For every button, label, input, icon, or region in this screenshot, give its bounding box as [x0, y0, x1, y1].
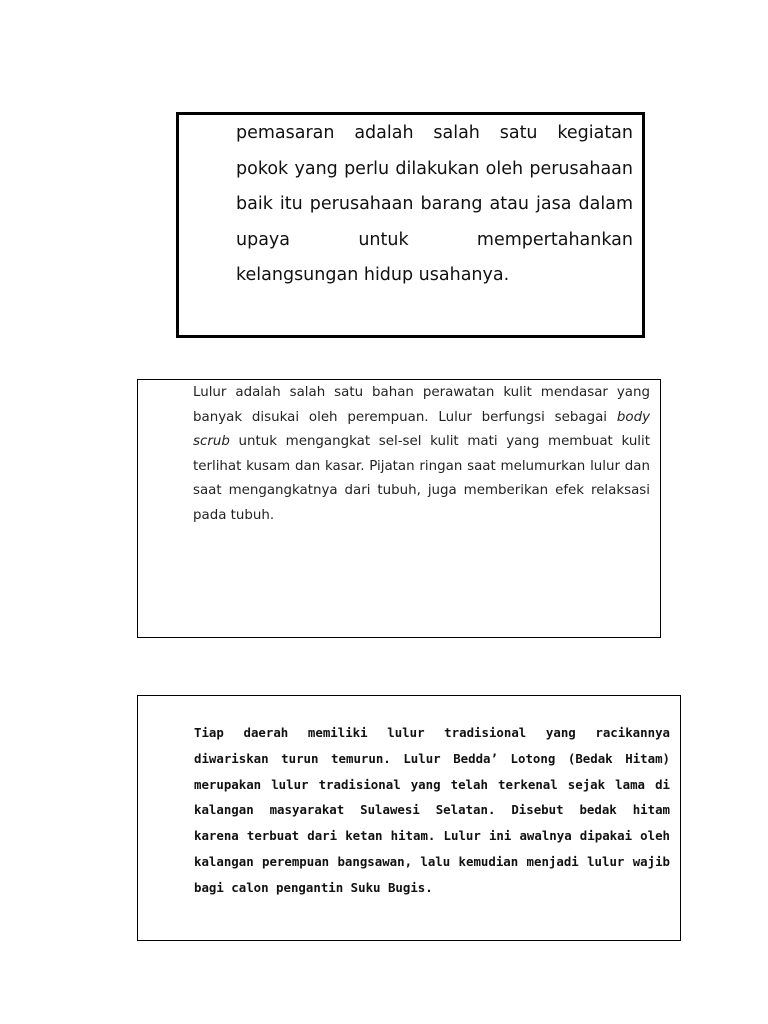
lulur-text-part-2: untuk mengangkat sel-sel kulit mati yang membuat kulit terlihat kusam dan kasar. Pijatan ringan saat melumurkan lulur dan saat mengangkatnya dari tubuh, juga memberikan efek relaksasi pada tubuh.: [193, 434, 650, 523]
lulur-paragraph: [193, 381, 650, 528]
text-box-pemasaran: [176, 112, 645, 338]
lulur-text-part-1: Lulur adalah salah satu bahan perawatan kulit mendasar yang banyak disukai oleh perempuan. Lulur berfungsi sebagai: [193, 385, 650, 425]
text-box-lulur-tradisional: [137, 695, 681, 941]
pemasaran-paragraph: pemasaran adalah salah satu kegiatan pokok yang perlu dilakukan oleh perusahaan baik itu perusahaan barang atau jasa dalam upaya untuk mempertahankan kelangsungan hidup usahanya.: [236, 123, 633, 285]
lulur-italic-term: body scrub: [193, 409, 650, 449]
text-box-lulur: [137, 379, 661, 638]
lulur-tradisional-paragraph: Tiap daerah memiliki lulur tradisional yang racikannya diwariskan turun temurun. Lulur Bedda’ Lotong (Bedak Hitam) merupakan lulur tradisional yang telah terkenal sejak lama di kalangan masyarakat Sulawesi Selatan. Disebut bedak hitam karena terbuat dari ketan hitam. Lulur ini awalnya dipakai oleh kalangan perempuan bangsawan, lalu kemudian menjadi lulur wajib bagi calon pengantin Suku Bugis.: [194, 725, 670, 895]
